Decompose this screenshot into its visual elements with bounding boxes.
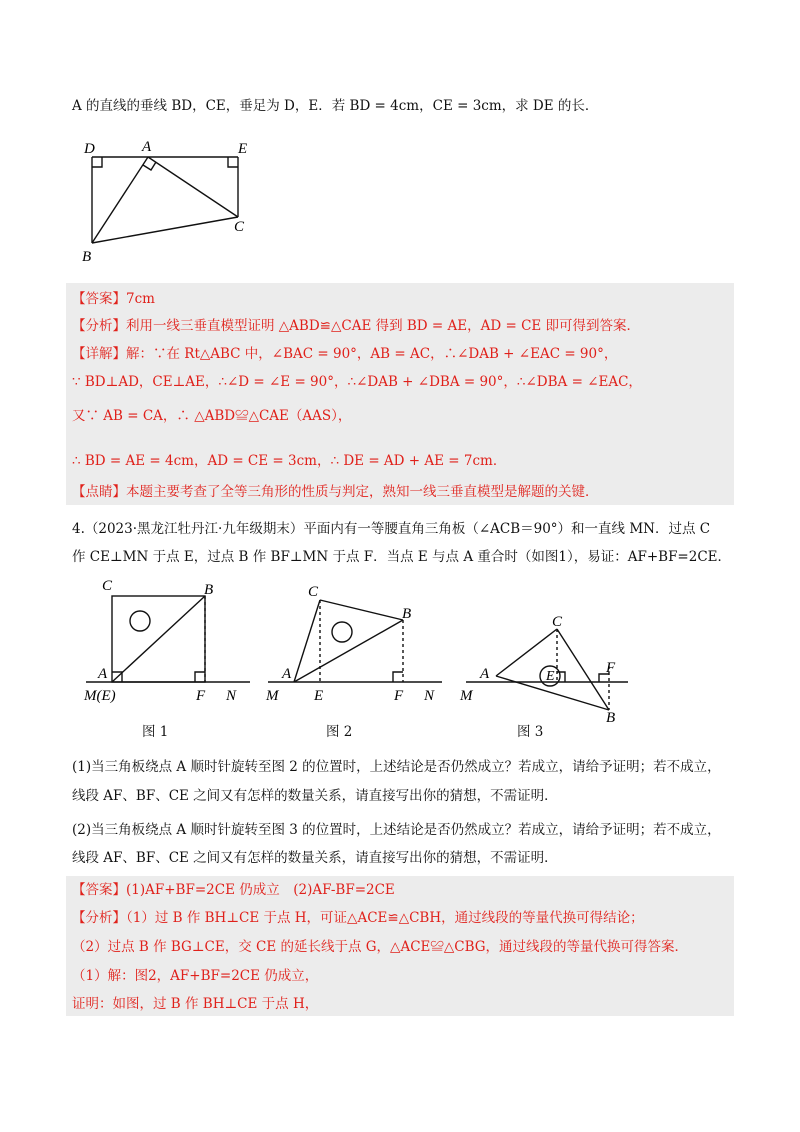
fig3-label-c: C — [552, 614, 563, 630]
q4-figure-3 — [456, 606, 636, 722]
q4-sub2-line-2: 线段 AF、BF、CE 之间又有怎样的数量关系，请直接写出你的猜想，不需证明． — [72, 850, 558, 866]
fig3-label-e: E — [546, 669, 555, 684]
fig2-label-e: E — [314, 688, 324, 704]
q4-stem-line-1: 4.（2023·黑龙江牡丹江·九年级期末）平面内有一等腰直角三角板（∠ACB＝90°）和一直线 MN．过点 C — [72, 521, 711, 537]
fig3-label-m: M — [460, 688, 473, 704]
q3-figure — [78, 135, 258, 265]
q4-sub2-line-1: (2)当三角板绕点 A 顺时针旋转至图 3 的位置时，上述结论是否仍然成立？若成立，请给予证明；若不成立， — [72, 822, 721, 838]
q4-figure-2 — [262, 576, 452, 706]
fig2-label-a: A — [282, 666, 292, 682]
q3-comment: 【点睛】本题主要考查了全等三角形的性质与判定，熟知一线三垂直模型是解题的关键． — [72, 484, 599, 500]
q3-detail-line-1: 【详解】解：∵在 Rt△ABC 中，∠BAC = 90°，AB = AC，∴∠DAB + ∠EAC = 90°， — [72, 346, 618, 362]
q3-stem: A 的直线的垂线 BD，CE，垂足为 D，E．若 BD = 4cm，CE = 3cm，求 DE 的长． — [72, 98, 599, 114]
q3-label-d: D — [84, 141, 95, 157]
q4-answer: 【答案】(1)AF+BF=2CE 仍成立 (2)AF-BF=2CE — [72, 882, 395, 898]
q3-label-b: B — [82, 249, 92, 265]
fig1-label-a: A — [98, 666, 108, 682]
q3-detail-line-3: 又∵ AB = CA，∴ △ABD≌△CAE（AAS）， — [72, 408, 352, 424]
q4-sub1-line-1: (1)当三角板绕点 A 顺时针旋转至图 2 的位置时，上述结论是否仍然成立？若成立，请给予证明；若不成立， — [72, 759, 721, 775]
fig1-label-f: F — [196, 688, 206, 704]
caption-figure-2: 图 2 — [326, 724, 353, 740]
fig1-label-n: N — [226, 688, 237, 704]
q3-detail-line-2: ∵ BD⊥AD，CE⊥AE，∴∠D = ∠E = 90°，∴∠DAB + ∠DBA = 90°，∴∠DBA = ∠EAC， — [72, 374, 642, 390]
q4-stem-line-2: 作 CE⊥MN 于点 E，过点 B 作 BF⊥MN 于点 F．当点 E 与点 A 重合时（如图1），易证：AF+BF=2CE． — [72, 549, 732, 565]
fig2-label-f: F — [394, 688, 404, 704]
q3-label-a: A — [142, 139, 152, 155]
q4-analysis-line-1: 【分析】（1）过 B 作 BH⊥CE 于点 H，可证△ACE≌△CBH，通过线段的等量代换可得结论； — [72, 910, 644, 926]
fig1-label-c: C — [102, 578, 113, 594]
q4-solution-line-1: （1）解：图2，AF+BF=2CE 仍成立， — [72, 968, 319, 984]
fig2-label-b: B — [402, 606, 412, 622]
q3-label-e: E — [238, 141, 248, 157]
fig2-label-c: C — [308, 584, 319, 600]
fig2-label-m: M — [266, 688, 279, 704]
q3-answer: 【答案】7cm — [72, 291, 155, 307]
q4-analysis-line-2: （2）过点 B 作 BG⊥CE，交 CE 的延长线于点 G，△ACE≌△CBG，通过线段的等量代换可得答案． — [72, 939, 689, 955]
fig1-label-b: B — [204, 582, 214, 598]
fig3-label-f: F — [606, 660, 616, 676]
fig2-label-n: N — [424, 688, 435, 704]
fig3-label-b: B — [606, 710, 616, 722]
q3-analysis: 【分析】利用一线三垂直模型证明 △ABD≌△CAE 得到 BD = AE，AD = CE 即可得到答案． — [72, 318, 641, 334]
q4-solution-line-2: 证明：如图，过 B 作 BH⊥CE 于点 H， — [72, 996, 319, 1012]
caption-figure-3: 图 3 — [517, 724, 544, 740]
q3-detail-line-4: ∴ BD = AE = 4cm，AD = CE = 3cm，∴ DE = AD + AE = 7cm． — [72, 453, 507, 469]
caption-figure-1: 图 1 — [142, 724, 169, 740]
q4-figure-1 — [80, 576, 260, 706]
q4-sub1-line-2: 线段 AF、BF、CE 之间又有怎样的数量关系，请直接写出你的猜想，不需证明． — [72, 788, 558, 804]
q3-label-c: C — [234, 219, 245, 235]
fig3-label-a: A — [480, 666, 490, 682]
fig1-label-me: M(E) — [84, 688, 116, 704]
